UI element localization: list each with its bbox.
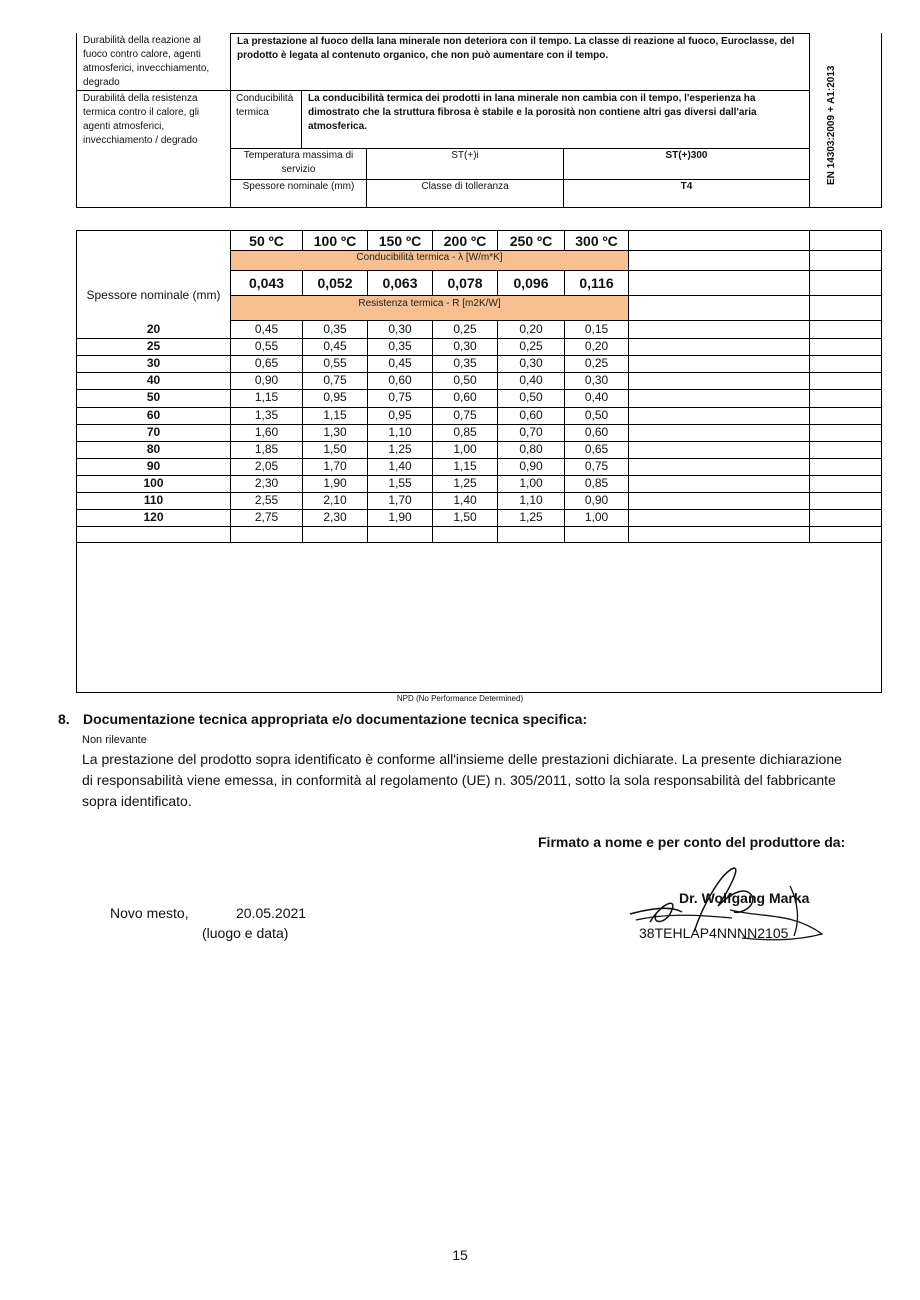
resistance-value: 0,30 bbox=[388, 322, 412, 336]
lambda-300: 0,116 bbox=[579, 275, 614, 291]
row2-label: Durabilità della resistenza termica contro il calore, gli agenti atmosferici, invecchiamento / degrado bbox=[83, 93, 200, 146]
thickness-column-header: Spessore nominale (mm) bbox=[86, 288, 221, 302]
resistance-value: 0,60 bbox=[453, 390, 477, 404]
resistance-value: 1,50 bbox=[453, 510, 477, 524]
resistance-value: 0,30 bbox=[453, 339, 477, 353]
resistance-value: 0,35 bbox=[388, 339, 412, 353]
temp-header-200: 200 ºC bbox=[443, 233, 487, 249]
standard-reference: EN 14303:2009 + A1:2013 bbox=[826, 65, 837, 185]
lambda-150: 0,063 bbox=[382, 275, 418, 291]
row-thickness: 120 bbox=[143, 510, 164, 524]
conformity-paragraph: La prestazione del prodotto sopra identificato è conforme all'insieme delle prestazioni dichiarate. La presente dichiarazione di responsabilità viene emessa, in conformità al regolamento (UE) n. 305/2011, sotto la sola responsabilità del fabbricante sopra identificato. bbox=[82, 751, 842, 809]
section-note: Non rilevante bbox=[82, 734, 147, 746]
temp-header-250: 250 ºC bbox=[509, 233, 553, 249]
resistance-value: 0,90 bbox=[254, 373, 279, 387]
npd-note: NPD (No Performance Determined) bbox=[396, 694, 524, 703]
resistance-value: 0,40 bbox=[584, 390, 609, 404]
resistance-value: 0,25 bbox=[584, 356, 609, 370]
place: Novo mesto, bbox=[110, 905, 189, 921]
signer-name: Dr. Wolfgang Marka bbox=[679, 890, 810, 906]
temp-header-50: 50 ºC bbox=[249, 233, 284, 249]
resistance-value: 0,60 bbox=[388, 373, 412, 387]
row-thickness: 25 bbox=[146, 339, 161, 353]
row-thickness: 100 bbox=[143, 476, 164, 490]
resistance-value: 1,25 bbox=[388, 442, 412, 456]
resistance-value: 0,50 bbox=[584, 408, 609, 422]
resistance-value: 1,00 bbox=[519, 476, 543, 490]
resistance-value: 0,35 bbox=[323, 322, 347, 336]
resistance-value: 1,00 bbox=[584, 510, 609, 524]
resistance-value: 0,60 bbox=[584, 425, 609, 439]
resistance-value: 1,85 bbox=[254, 442, 279, 456]
resistance-value: 1,15 bbox=[254, 390, 279, 404]
resistance-value: 0,85 bbox=[584, 476, 609, 490]
resistance-label: Resistenza termica - R [m2K/W] bbox=[358, 298, 501, 309]
resistance-value: 0,45 bbox=[323, 339, 347, 353]
resistance-value: 2,75 bbox=[254, 510, 279, 524]
resistance-value: 1,90 bbox=[388, 510, 412, 524]
resistance-value: 0,75 bbox=[584, 459, 609, 473]
resistance-value: 1,30 bbox=[323, 425, 347, 439]
row-thickness: 30 bbox=[146, 356, 161, 370]
lambda-50: 0,043 bbox=[248, 275, 285, 291]
resistance-value: 2,30 bbox=[254, 476, 279, 490]
resistance-value: 2,05 bbox=[254, 459, 279, 473]
resistance-value: 0,75 bbox=[323, 373, 347, 387]
section-title: Documentazione tecnica appropriata e/o documentazione tecnica specifica: bbox=[83, 711, 588, 727]
section-8-heading bbox=[58, 711, 587, 727]
resistance-value: 2,10 bbox=[323, 493, 347, 507]
resistance-value: 0,80 bbox=[519, 442, 543, 456]
row-thickness: 90 bbox=[146, 459, 161, 473]
page-number: 15 bbox=[452, 1247, 468, 1263]
resistance-value: 1,60 bbox=[254, 425, 279, 439]
resistance-value: 0,60 bbox=[519, 408, 543, 422]
spessore-label: Spessore nominale (mm) bbox=[242, 181, 355, 192]
resistance-value: 0,50 bbox=[519, 390, 543, 404]
resistance-value: 1,70 bbox=[388, 493, 412, 507]
resistance-value: 0,95 bbox=[323, 390, 347, 404]
resistance-value: 1,10 bbox=[519, 493, 543, 507]
resistance-value: 0,45 bbox=[254, 322, 279, 336]
resistance-value: 1,25 bbox=[519, 510, 543, 524]
resistance-value: 0,40 bbox=[519, 373, 543, 387]
lambda-250: 0,096 bbox=[513, 275, 549, 291]
tolleranza-label: Classe di tolleranza bbox=[421, 181, 509, 192]
resistance-value: 1,55 bbox=[388, 476, 412, 490]
resistance-value: 0,15 bbox=[584, 322, 609, 336]
row2-text: La conducibilità termica dei prodotti in lana minerale non cambia con il tempo, l'esperienza ha dimostrato che la struttura fibrosa è stabile e la porosità non contiene altri gas diversi dall'aria atmosferica. bbox=[308, 93, 757, 132]
resistance-value: 0,30 bbox=[584, 373, 609, 387]
lambda-200: 0,078 bbox=[447, 275, 483, 291]
row-thickness: 20 bbox=[146, 322, 161, 336]
signature-heading: Firmato a nome e per conto del produttore da: bbox=[538, 834, 846, 850]
row-thickness: 60 bbox=[146, 408, 161, 422]
resistance-value: 1,10 bbox=[388, 425, 412, 439]
temp-header-100: 100 ºC bbox=[313, 233, 357, 249]
row1-label: Durabilità della reazione al fuoco contro calore, agenti atmosferici, invecchiamento, degrado bbox=[83, 35, 210, 88]
place-date-label: (luogo e data) bbox=[202, 925, 289, 941]
temp-header-150: 150 ºC bbox=[378, 233, 422, 249]
resistance-value: 0,95 bbox=[388, 408, 412, 422]
resistance-value: 0,50 bbox=[453, 373, 477, 387]
resistance-value: 0,25 bbox=[453, 322, 477, 336]
resistance-value: 0,55 bbox=[254, 339, 279, 353]
resistance-value: 1,00 bbox=[453, 442, 477, 456]
row-thickness: 40 bbox=[146, 373, 161, 387]
row-thickness: 70 bbox=[146, 425, 161, 439]
resistance-value: 0,65 bbox=[584, 442, 609, 456]
resistance-value: 0,55 bbox=[323, 356, 347, 370]
resistance-value: 1,15 bbox=[323, 408, 347, 422]
date: 20.05.2021 bbox=[236, 905, 307, 921]
resistance-value: 0,70 bbox=[519, 425, 543, 439]
resistance-value: 0,75 bbox=[388, 390, 412, 404]
resistance-value: 0,65 bbox=[254, 356, 279, 370]
resistance-value: 2,30 bbox=[323, 510, 347, 524]
row2-sub-label: Conducibilità termica bbox=[236, 93, 294, 118]
resistance-value: 0,90 bbox=[519, 459, 543, 473]
resistance-value: 0,25 bbox=[519, 339, 543, 353]
row-thickness: 80 bbox=[146, 442, 161, 456]
lambda-100: 0,052 bbox=[317, 275, 353, 291]
temp-header-300: 300 ºC bbox=[575, 233, 618, 249]
row-thickness: 110 bbox=[143, 493, 164, 507]
temp-code: ST(+)i bbox=[451, 150, 479, 161]
temp-value: ST(+)300 bbox=[665, 150, 708, 161]
resistance-value: 0,90 bbox=[584, 493, 609, 507]
resistance-value: 0,75 bbox=[453, 408, 477, 422]
resistance-value: 1,40 bbox=[388, 459, 412, 473]
temp-max-label: Temperatura massima di servizio bbox=[243, 150, 354, 175]
tolleranza-value: T4 bbox=[680, 181, 693, 192]
resistance-value: 0,45 bbox=[388, 356, 412, 370]
document-code: 38TEHLAP4NNNN2105 bbox=[639, 925, 789, 941]
resistance-value: 0,35 bbox=[453, 356, 477, 370]
resistance-value: 0,20 bbox=[584, 339, 609, 353]
resistance-value: 1,50 bbox=[323, 442, 347, 456]
resistance-value: 1,15 bbox=[453, 459, 477, 473]
resistance-value: 2,55 bbox=[254, 493, 279, 507]
row-thickness: 50 bbox=[146, 390, 161, 404]
resistance-value: 0,85 bbox=[453, 425, 477, 439]
resistance-value: 1,25 bbox=[453, 476, 477, 490]
resistance-value: 1,35 bbox=[254, 408, 279, 422]
durability-table bbox=[76, 33, 881, 208]
resistance-value: 1,90 bbox=[323, 476, 347, 490]
thermal-resistance-table bbox=[76, 230, 882, 693]
resistance-value: 0,30 bbox=[519, 356, 543, 370]
resistance-value: 1,70 bbox=[323, 459, 347, 473]
resistance-value: 1,40 bbox=[453, 493, 477, 507]
lambda-label: Conducibilità termica - λ [W/m*K] bbox=[356, 252, 503, 263]
row1-text: La prestazione al fuoco della lana minerale non deteriora con il tempo. La classe di reazione al fuoco, Euroclasse, del prodotto è legata al contenuto organico, che non può aumentare con il tempo. bbox=[237, 36, 795, 61]
resistance-value: 0,20 bbox=[519, 322, 543, 336]
section-number: 8. bbox=[58, 711, 70, 727]
